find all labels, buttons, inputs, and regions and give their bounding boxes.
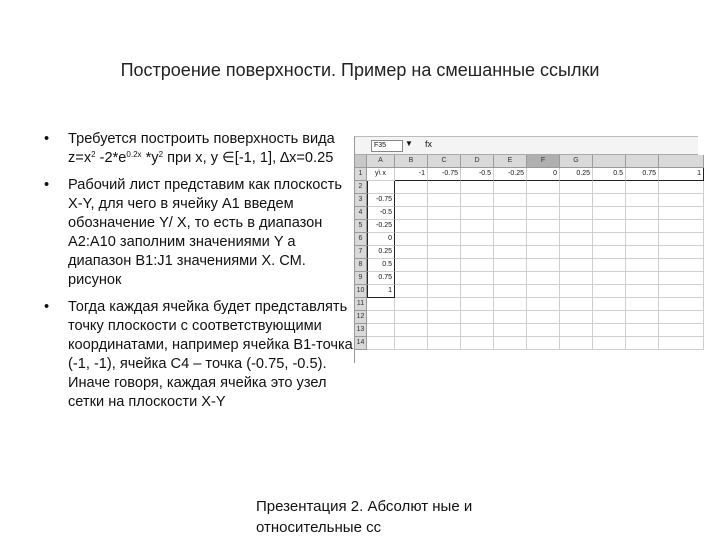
table-cell [461, 272, 494, 285]
x-value-cell: 0 [527, 168, 560, 181]
table-cell [527, 272, 560, 285]
y-value-cell: -0.25 [367, 220, 395, 233]
bullet-text-part: -2*e [95, 150, 127, 166]
superscript: 2 [91, 150, 96, 159]
x-value-cell: -0.25 [494, 168, 527, 181]
x-value-cell: 0.5 [593, 168, 626, 181]
table-cell [428, 285, 461, 298]
table-cell [395, 246, 428, 259]
row-header: 3 [355, 194, 367, 207]
slide-title: Построение поверхности. Пример на смешанные ссылки [120, 60, 600, 80]
table-cell [494, 337, 527, 350]
table-cell [626, 272, 659, 285]
table-cell [494, 233, 527, 246]
column-header: A [367, 155, 395, 168]
column-header [626, 155, 659, 168]
y-value-cell [367, 181, 395, 194]
table-cell [428, 220, 461, 233]
table-cell [626, 181, 659, 194]
table-cell [461, 233, 494, 246]
table-cell [659, 220, 704, 233]
x-value-cell: -0.5 [461, 168, 494, 181]
row-header: 14 [355, 337, 367, 350]
bullet-text-part: при x, y ∈[-1, 1], ∆x=0.25 [163, 150, 334, 166]
table-cell [494, 298, 527, 311]
table-cell [527, 259, 560, 272]
y-value-cell: -0.5 [367, 207, 395, 220]
x-value-cell: 1 [659, 168, 704, 181]
table-cell [626, 259, 659, 272]
row-header: 8 [355, 259, 367, 272]
table-cell [428, 272, 461, 285]
row-header: 9 [355, 272, 367, 285]
table-cell [527, 298, 560, 311]
table-cell [560, 194, 593, 207]
table-cell [626, 311, 659, 324]
table-cell [461, 337, 494, 350]
bullet-icon: • [44, 131, 50, 147]
row-header: 2 [355, 181, 367, 194]
table-cell [659, 324, 704, 337]
row-header: 11 [355, 298, 367, 311]
table-cell [461, 259, 494, 272]
x-value-cell: 0.75 [626, 168, 659, 181]
bullet-item [44, 130, 354, 168]
table-cell [428, 207, 461, 220]
table-cell [395, 337, 428, 350]
table-cell [593, 194, 626, 207]
column-header: G [560, 155, 593, 168]
table-cell [560, 298, 593, 311]
table-cell [395, 233, 428, 246]
bullet-text: Тогда каждая ячейка будет представлять точку плоскости с соответствующими координатами, например ячейка B1-точка (-1, -1), ячейка C4 – точка (-0.75, -0.5). Иначе говоря, каждая ячейка это узел сетки на плоскости X-Y [68, 299, 353, 410]
table-cell [659, 298, 704, 311]
table-cell [659, 259, 704, 272]
table-cell [428, 298, 461, 311]
table-cell [527, 207, 560, 220]
table-cell [560, 324, 593, 337]
table-cell [560, 337, 593, 350]
y-value-cell: 0.5 [367, 259, 395, 272]
table-cell [395, 285, 428, 298]
table-cell [560, 220, 593, 233]
superscript: 0.2x [126, 150, 142, 159]
table-cell [560, 285, 593, 298]
table-cell [494, 285, 527, 298]
x-value-cell: 0.25 [560, 168, 593, 181]
table-cell [428, 194, 461, 207]
row-header: 6 [355, 233, 367, 246]
footer-caption: Презентация 2. Абсолют ные и относительные сс [256, 498, 473, 536]
table-cell [395, 272, 428, 285]
table-cell [527, 285, 560, 298]
table-cell [560, 207, 593, 220]
table-cell [428, 311, 461, 324]
table-cell [494, 311, 527, 324]
table-cell [560, 233, 593, 246]
bullet-text-part: *y [141, 150, 159, 166]
table-cell [395, 207, 428, 220]
y-value-cell: 0 [367, 233, 395, 246]
table-cell [659, 207, 704, 220]
table-cell [659, 194, 704, 207]
table-cell [560, 272, 593, 285]
table-cell [626, 220, 659, 233]
table-cell [461, 207, 494, 220]
table-cell [626, 324, 659, 337]
table-cell [527, 194, 560, 207]
row-header: 7 [355, 246, 367, 259]
spreadsheet-screenshot [354, 136, 701, 363]
bullet-item [44, 298, 354, 412]
table-cell [626, 246, 659, 259]
table-cell [560, 259, 593, 272]
x-value-cell: -0.75 [428, 168, 461, 181]
table-cell [428, 337, 461, 350]
table-cell [461, 285, 494, 298]
bullet-text: Рабочий лист представим как плоскость X-Y, для чего в ячейку A1 введем обозначение Y/ X, то есть в диапазон A2:A10 заполним значениями Y а диапазон B1:J1 значениями X. СМ. рисунок [68, 177, 342, 288]
table-cell [626, 298, 659, 311]
table-cell [494, 207, 527, 220]
table-cell [494, 181, 527, 194]
row-header: 13 [355, 324, 367, 337]
table-cell [527, 324, 560, 337]
formula-bar [355, 137, 698, 155]
table-cell [560, 246, 593, 259]
name-box: F35 [371, 140, 403, 152]
table-cell [527, 220, 560, 233]
table-cell [527, 246, 560, 259]
table-cell [593, 259, 626, 272]
y-value-cell: 0.25 [367, 246, 395, 259]
table-cell [461, 181, 494, 194]
y-value-cell [367, 298, 395, 311]
table-cell [527, 233, 560, 246]
dropdown-arrow-icon: ▼ [405, 139, 413, 148]
table-cell [659, 337, 704, 350]
y-value-cell: -0.75 [367, 194, 395, 207]
table-cell [527, 181, 560, 194]
bullet-text-part: Требуется построить поверхность вида z=x [68, 131, 335, 166]
table-cell [395, 298, 428, 311]
row-header: 5 [355, 220, 367, 233]
table-cell [593, 246, 626, 259]
column-header: C [428, 155, 461, 168]
column-header: E [494, 155, 527, 168]
table-cell [461, 298, 494, 311]
table-cell [461, 324, 494, 337]
table-cell [367, 324, 395, 337]
table-cell [659, 311, 704, 324]
superscript: 2 [158, 150, 164, 159]
table-cell [659, 181, 704, 194]
table-cell [461, 220, 494, 233]
row-header: 4 [355, 207, 367, 220]
table-cell [428, 259, 461, 272]
table-cell [461, 194, 494, 207]
row-header: 12 [355, 311, 367, 324]
table-cell [593, 181, 626, 194]
table-cell [395, 324, 428, 337]
table-cell [395, 311, 428, 324]
table-cell [461, 311, 494, 324]
table-cell [593, 233, 626, 246]
table-cell [494, 246, 527, 259]
y-value-cell: 0.75 [367, 272, 395, 285]
table-cell [593, 298, 626, 311]
table-cell [527, 337, 560, 350]
table-cell [626, 337, 659, 350]
table-cell [659, 246, 704, 259]
table-cell [593, 337, 626, 350]
table-cell [626, 194, 659, 207]
table-cell [428, 246, 461, 259]
row-header: 10 [355, 285, 367, 298]
table-cell [593, 272, 626, 285]
table-cell [593, 220, 626, 233]
table-cell [494, 220, 527, 233]
fx-icon: fx [425, 139, 433, 149]
table-cell [560, 181, 593, 194]
cell-a1: y\ x [367, 168, 395, 181]
table-cell [560, 311, 593, 324]
table-cell [626, 233, 659, 246]
table-cell [626, 207, 659, 220]
table-cell [626, 285, 659, 298]
bullet-icon: • [44, 177, 50, 193]
table-cell [395, 181, 428, 194]
x-value-cell: -1 [395, 168, 428, 181]
y-value-cell: 1 [367, 285, 395, 298]
table-cell [367, 311, 395, 324]
bullet-item [44, 176, 354, 290]
table-cell [428, 324, 461, 337]
row-header: 1 [355, 168, 367, 181]
column-header: F [527, 155, 560, 168]
table-cell [494, 259, 527, 272]
table-cell [395, 259, 428, 272]
table-cell [593, 324, 626, 337]
table-cell [593, 311, 626, 324]
table-cell [494, 194, 527, 207]
table-cell [659, 233, 704, 246]
table-cell [659, 272, 704, 285]
table-cell [494, 324, 527, 337]
table-cell [494, 272, 527, 285]
table-cell [527, 311, 560, 324]
column-header [659, 155, 704, 168]
column-header: B [395, 155, 428, 168]
bullet-list [44, 130, 354, 420]
table-cell [395, 220, 428, 233]
bullet-icon: • [44, 299, 50, 315]
select-all-corner [355, 155, 367, 168]
table-cell [395, 194, 428, 207]
column-header [593, 155, 626, 168]
column-header: D [461, 155, 494, 168]
table-cell [461, 246, 494, 259]
table-cell [593, 207, 626, 220]
table-cell [428, 181, 461, 194]
table-cell [367, 337, 395, 350]
table-cell [593, 285, 626, 298]
table-cell [428, 233, 461, 246]
table-cell [659, 285, 704, 298]
